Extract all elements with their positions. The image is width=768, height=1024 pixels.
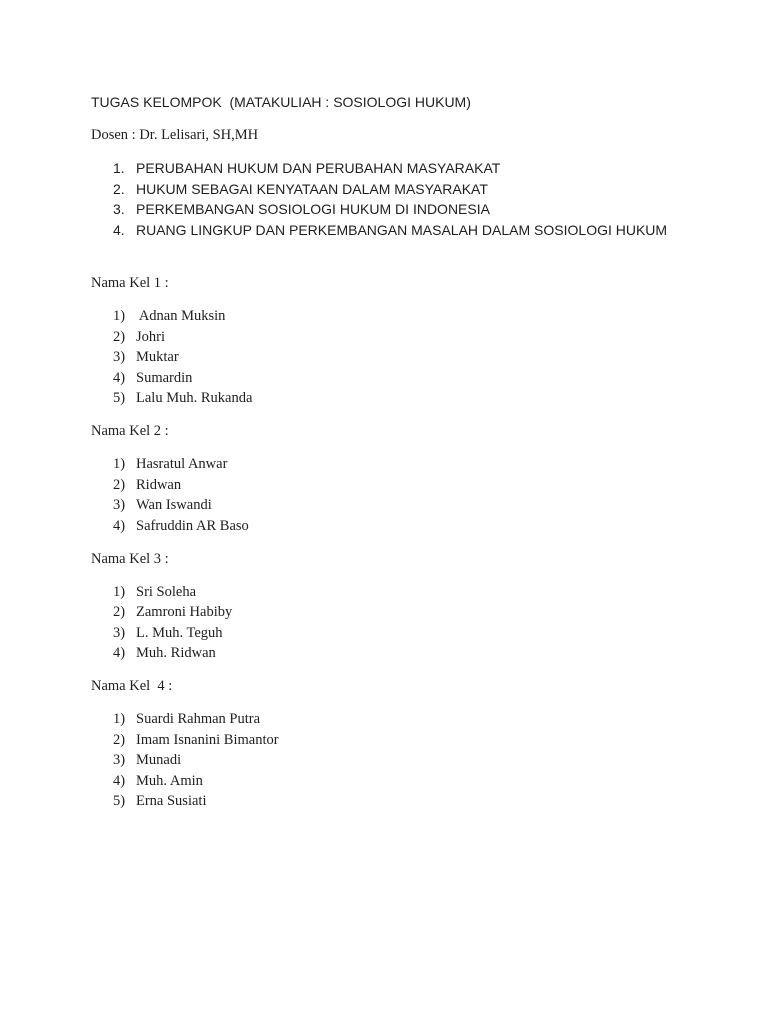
member-name: Muktar	[136, 349, 179, 366]
member-number: 3)	[113, 752, 126, 769]
member-item	[91, 368, 691, 388]
member-number: 1)	[113, 711, 126, 728]
group-3-member-list	[91, 582, 691, 664]
member-number: 1)	[113, 308, 126, 325]
member-name: Safruddin AR Baso	[136, 517, 249, 534]
topic-text: PERKEMBANGAN SOSIOLOGI HUKUM DI INDONESIA	[136, 201, 490, 218]
member-name: Zamroni Habiby	[136, 604, 233, 621]
member-item	[91, 475, 691, 495]
member-number: 2)	[113, 328, 126, 345]
member-number: 3)	[113, 624, 126, 641]
member-number: 1)	[113, 456, 126, 473]
member-name: Muh. Ridwan	[136, 645, 216, 662]
member-number: 4)	[113, 369, 126, 386]
member-name: Ridwan	[136, 476, 182, 493]
topic-item	[91, 199, 691, 220]
member-item	[91, 306, 691, 326]
group-2-label: Nama Kel 2 :	[91, 423, 169, 440]
member-number: 4)	[113, 772, 126, 789]
member-name: Muh. Amin	[136, 772, 203, 789]
member-item	[91, 643, 691, 663]
member-name: Sri Soleha	[136, 583, 197, 600]
topic-number: 4.	[113, 221, 125, 238]
member-item	[91, 791, 691, 811]
member-number: 2)	[113, 604, 126, 621]
member-item	[91, 771, 691, 791]
member-number: 3)	[113, 497, 126, 514]
topic-item	[91, 179, 691, 200]
member-number: 3)	[113, 349, 126, 366]
group-4-member-list	[91, 709, 691, 811]
member-number: 5)	[113, 389, 126, 406]
member-number: 1)	[113, 583, 126, 600]
topic-number: 2.	[113, 180, 125, 197]
topic-text: PERUBAHAN HUKUM DAN PERUBAHAN MASYARAKAT	[136, 160, 501, 176]
topic-number: 1.	[113, 160, 125, 176]
topic-item	[91, 158, 691, 179]
member-item	[91, 347, 691, 367]
member-name: Munadi	[136, 752, 182, 769]
group-2-member-list	[91, 454, 691, 536]
group-3-label: Nama Kel 3 :	[91, 550, 169, 567]
member-item	[91, 750, 691, 770]
member-name: Hasratul Anwar	[136, 456, 228, 473]
document-title: TUGAS KELOMPOK (MATAKULIAH : SOSIOLOGI HUKUM)	[91, 94, 471, 110]
topic-number: 3.	[113, 201, 125, 218]
topic-text: HUKUM SEBAGAI KENYATAAN DALAM MASYARAKAT	[136, 180, 488, 197]
member-name: Wan Iswandi	[136, 497, 212, 514]
member-number: 5)	[113, 793, 126, 810]
member-item	[91, 730, 691, 750]
lecturer-line: Dosen : Dr. Lelisari, SH,MH	[91, 127, 259, 143]
member-item	[91, 602, 691, 622]
member-number: 4)	[113, 517, 126, 534]
member-item	[91, 454, 691, 474]
member-item	[91, 709, 691, 729]
document-page	[91, 92, 691, 811]
group-4-label: Nama Kel 4 :	[91, 678, 173, 695]
topic-item	[91, 220, 691, 241]
member-name: Suardi Rahman Putra	[136, 711, 261, 728]
member-name: Imam Isnanini Bimantor	[136, 731, 279, 748]
member-item	[91, 623, 691, 643]
member-name: Erna Susiati	[136, 793, 207, 810]
member-name: Johri	[136, 328, 165, 345]
member-item	[91, 388, 691, 408]
member-name: Sumardin	[136, 369, 193, 386]
member-item	[91, 495, 691, 515]
member-name: L. Muh. Teguh	[136, 624, 223, 641]
topic-text: RUANG LINGKUP DAN PERKEMBANGAN MASALAH DALAM SOSIOLOGI HUKUM	[136, 221, 668, 238]
member-item	[91, 582, 691, 602]
member-name: Adnan Muksin	[136, 308, 226, 325]
member-number: 2)	[113, 476, 126, 493]
member-number: 2)	[113, 731, 126, 748]
member-name: Lalu Muh. Rukanda	[136, 389, 253, 406]
member-item	[91, 327, 691, 347]
member-item	[91, 516, 691, 536]
member-number: 4)	[113, 645, 126, 662]
group-1-member-list	[91, 306, 691, 408]
topic-list	[91, 158, 691, 240]
group-1-label: Nama Kel 1 :	[91, 275, 169, 292]
